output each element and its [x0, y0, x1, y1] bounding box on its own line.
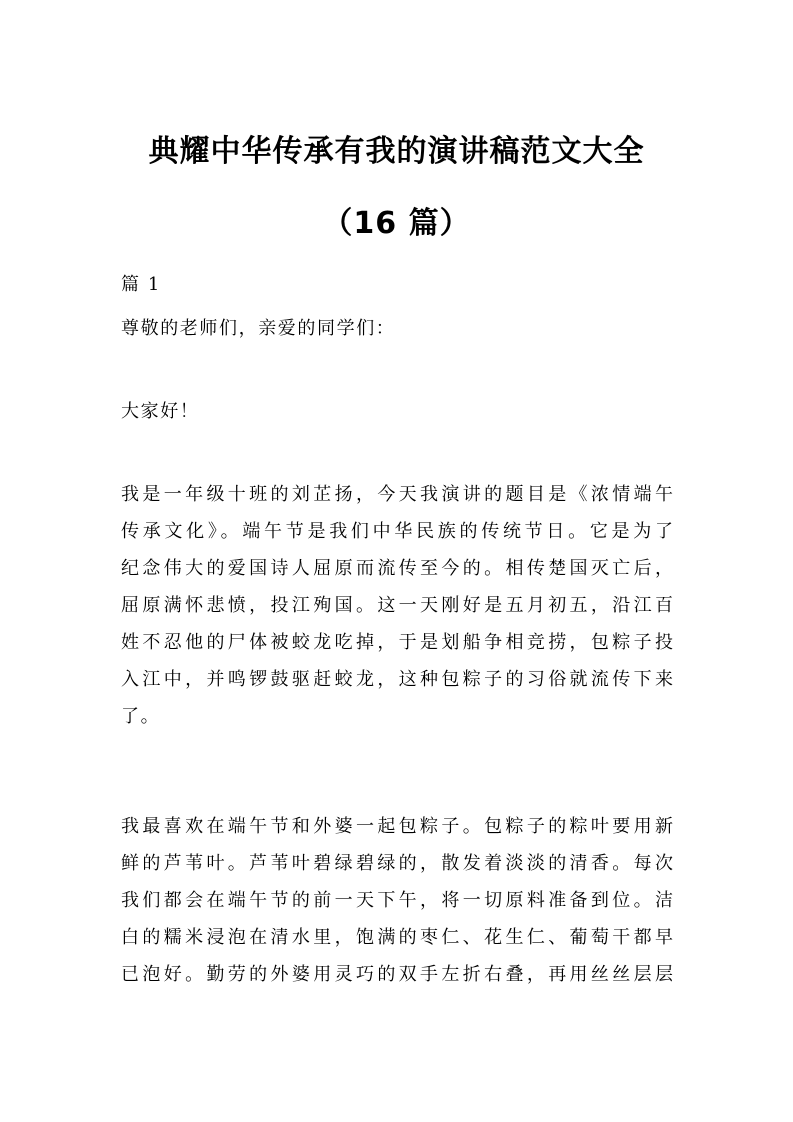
section-label: 篇 1	[121, 274, 161, 295]
paragraph1-line: 入江中，并鸣锣鼓驱赶蛟龙，这种包粽子的习俗就流传下来	[121, 669, 673, 690]
paragraph1-line: 了。	[121, 706, 161, 727]
paragraph2-line: 鲜的芦苇叶。芦苇叶碧绿碧绿的，散发着淡淡的清香。每次	[121, 853, 673, 874]
paragraph1-line: 传承文化》。端午节是我们中华民族的传统节日。它是为了	[121, 521, 673, 542]
paragraph2-line: 已泡好。勤劳的外婆用灵巧的双手左折右叠，再用丝丝层层	[121, 964, 673, 985]
document-subtitle: （16 篇）	[322, 206, 471, 241]
paragraph2-line: 我最喜欢在端午节和外婆一起包粽子。包粽子的粽叶要用新	[121, 816, 673, 837]
paragraph1-line: 我是一年级十班的刘芷扬，今天我演讲的题目是《浓情端午	[121, 484, 673, 505]
hello-line: 大家好！	[121, 401, 200, 422]
paragraph1-line: 姓不忍他的尸体被蛟龙吃掉，于是划船争相竞捞，包粽子投	[121, 632, 673, 653]
greeting-line: 尊敬的老师们，亲爱的同学们：	[121, 318, 396, 339]
paragraph1-line: 纪念伟大的爱国诗人屈原而流传至今的。相传楚国灭亡后，	[121, 558, 673, 579]
paragraph2-line: 我们都会在端午节的前一天下午，将一切原料准备到位。洁	[121, 890, 673, 911]
paragraph2-line: 白的糯米浸泡在清水里，饱满的枣仁、花生仁、葡萄干都早	[121, 927, 673, 948]
paragraph1-line: 屈原满怀悲愤，投江殉国。这一天刚好是五月初五，沿江百	[121, 595, 673, 616]
document-title: 典耀中华传承有我的演讲稿范文大全	[148, 134, 645, 169]
